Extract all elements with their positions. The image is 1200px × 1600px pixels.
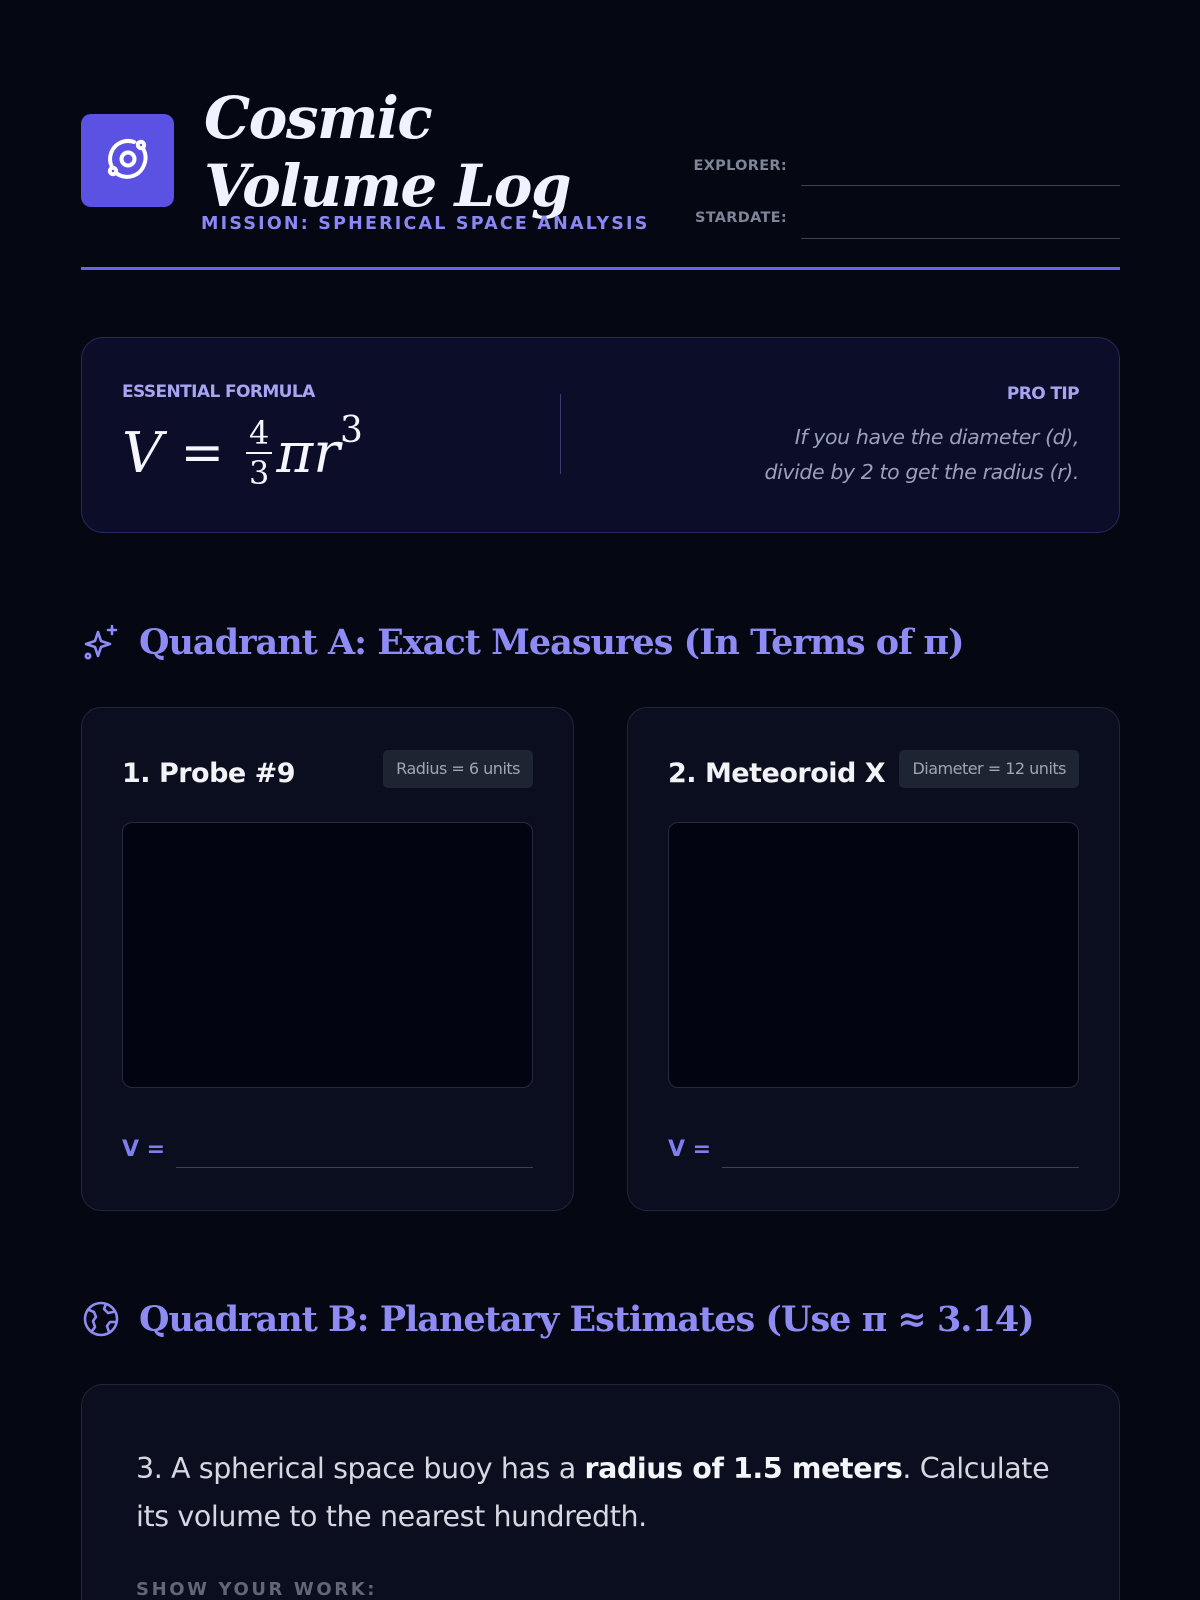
formula-numerator: 4: [246, 414, 272, 454]
formula-volume-symbol: V: [122, 420, 163, 486]
worksheet-page: [81, 0, 1120, 1600]
problem-card-2: [627, 707, 1120, 1211]
answer-label: V =: [668, 1137, 712, 1162]
page-title: Cosmic Volume Log: [204, 84, 571, 220]
stardate-label: STARDATE:: [694, 210, 787, 226]
formula-card: [81, 337, 1120, 533]
answer-field[interactable]: [176, 1167, 533, 1168]
problem-statement: [136, 1445, 1076, 1541]
formula-exponent: 3: [339, 410, 363, 451]
work-area[interactable]: [122, 822, 533, 1088]
given-badge: Diameter = 12 units: [899, 750, 1079, 788]
answer-label: V =: [122, 1137, 166, 1162]
problem-text: . Calculate its volume to the nearest hundredth.: [136, 1452, 1050, 1533]
protip-line: If you have the diameter (d),: [794, 425, 1079, 449]
explorer-label: EXPLORER:: [693, 158, 787, 174]
given-badge: Radius = 6 units: [383, 750, 533, 788]
explorer-field[interactable]: [801, 185, 1120, 186]
formula-pi-r: πr: [276, 420, 340, 486]
formula-label: ESSENTIAL FORMULA: [122, 382, 315, 402]
quadrant-b-heading: [81, 1294, 1034, 1344]
protip-text: [659, 420, 1079, 490]
formula-divider: [560, 394, 561, 474]
protip-label: PRO TIP: [1006, 384, 1079, 404]
header: [81, 86, 1120, 271]
globe-icon: [81, 1299, 121, 1339]
problem-emphasis: radius of 1.5 meters: [584, 1452, 903, 1485]
show-work-label: SHOW YOUR WORK:: [136, 1579, 378, 1600]
sparkles-icon: [81, 622, 121, 662]
stardate-field[interactable]: [801, 238, 1120, 239]
formula-denominator: 3: [249, 454, 270, 492]
work-area[interactable]: [668, 822, 1079, 1088]
problem-card-3: [81, 1384, 1120, 1600]
formula-fraction: [246, 414, 272, 492]
formula-equals: =: [180, 423, 225, 483]
answer-field[interactable]: [722, 1167, 1079, 1168]
problem-text: 3. A spherical space buoy has a: [136, 1452, 585, 1485]
problem-card-1: [81, 707, 574, 1211]
quadrant-a-heading: [81, 617, 964, 667]
quadrant-b-title: Quadrant B: Planetary Estimates (Use π ≈ 3.14): [139, 1298, 1034, 1340]
orbit-icon: [100, 131, 156, 191]
header-divider: [81, 267, 1120, 270]
logo-badge: [81, 114, 174, 207]
protip-line: divide by 2 to get the radius (r).: [764, 460, 1079, 484]
mission-subtitle: MISSION: SPHERICAL SPACE ANALYSIS: [201, 214, 650, 234]
problem-title: 1. Probe #9: [122, 758, 296, 789]
quadrant-a-title: Quadrant A: Exact Measures (In Terms of π): [139, 621, 964, 663]
problem-title: 2. Meteoroid X: [668, 758, 886, 789]
sphere-volume-formula: [122, 408, 363, 498]
